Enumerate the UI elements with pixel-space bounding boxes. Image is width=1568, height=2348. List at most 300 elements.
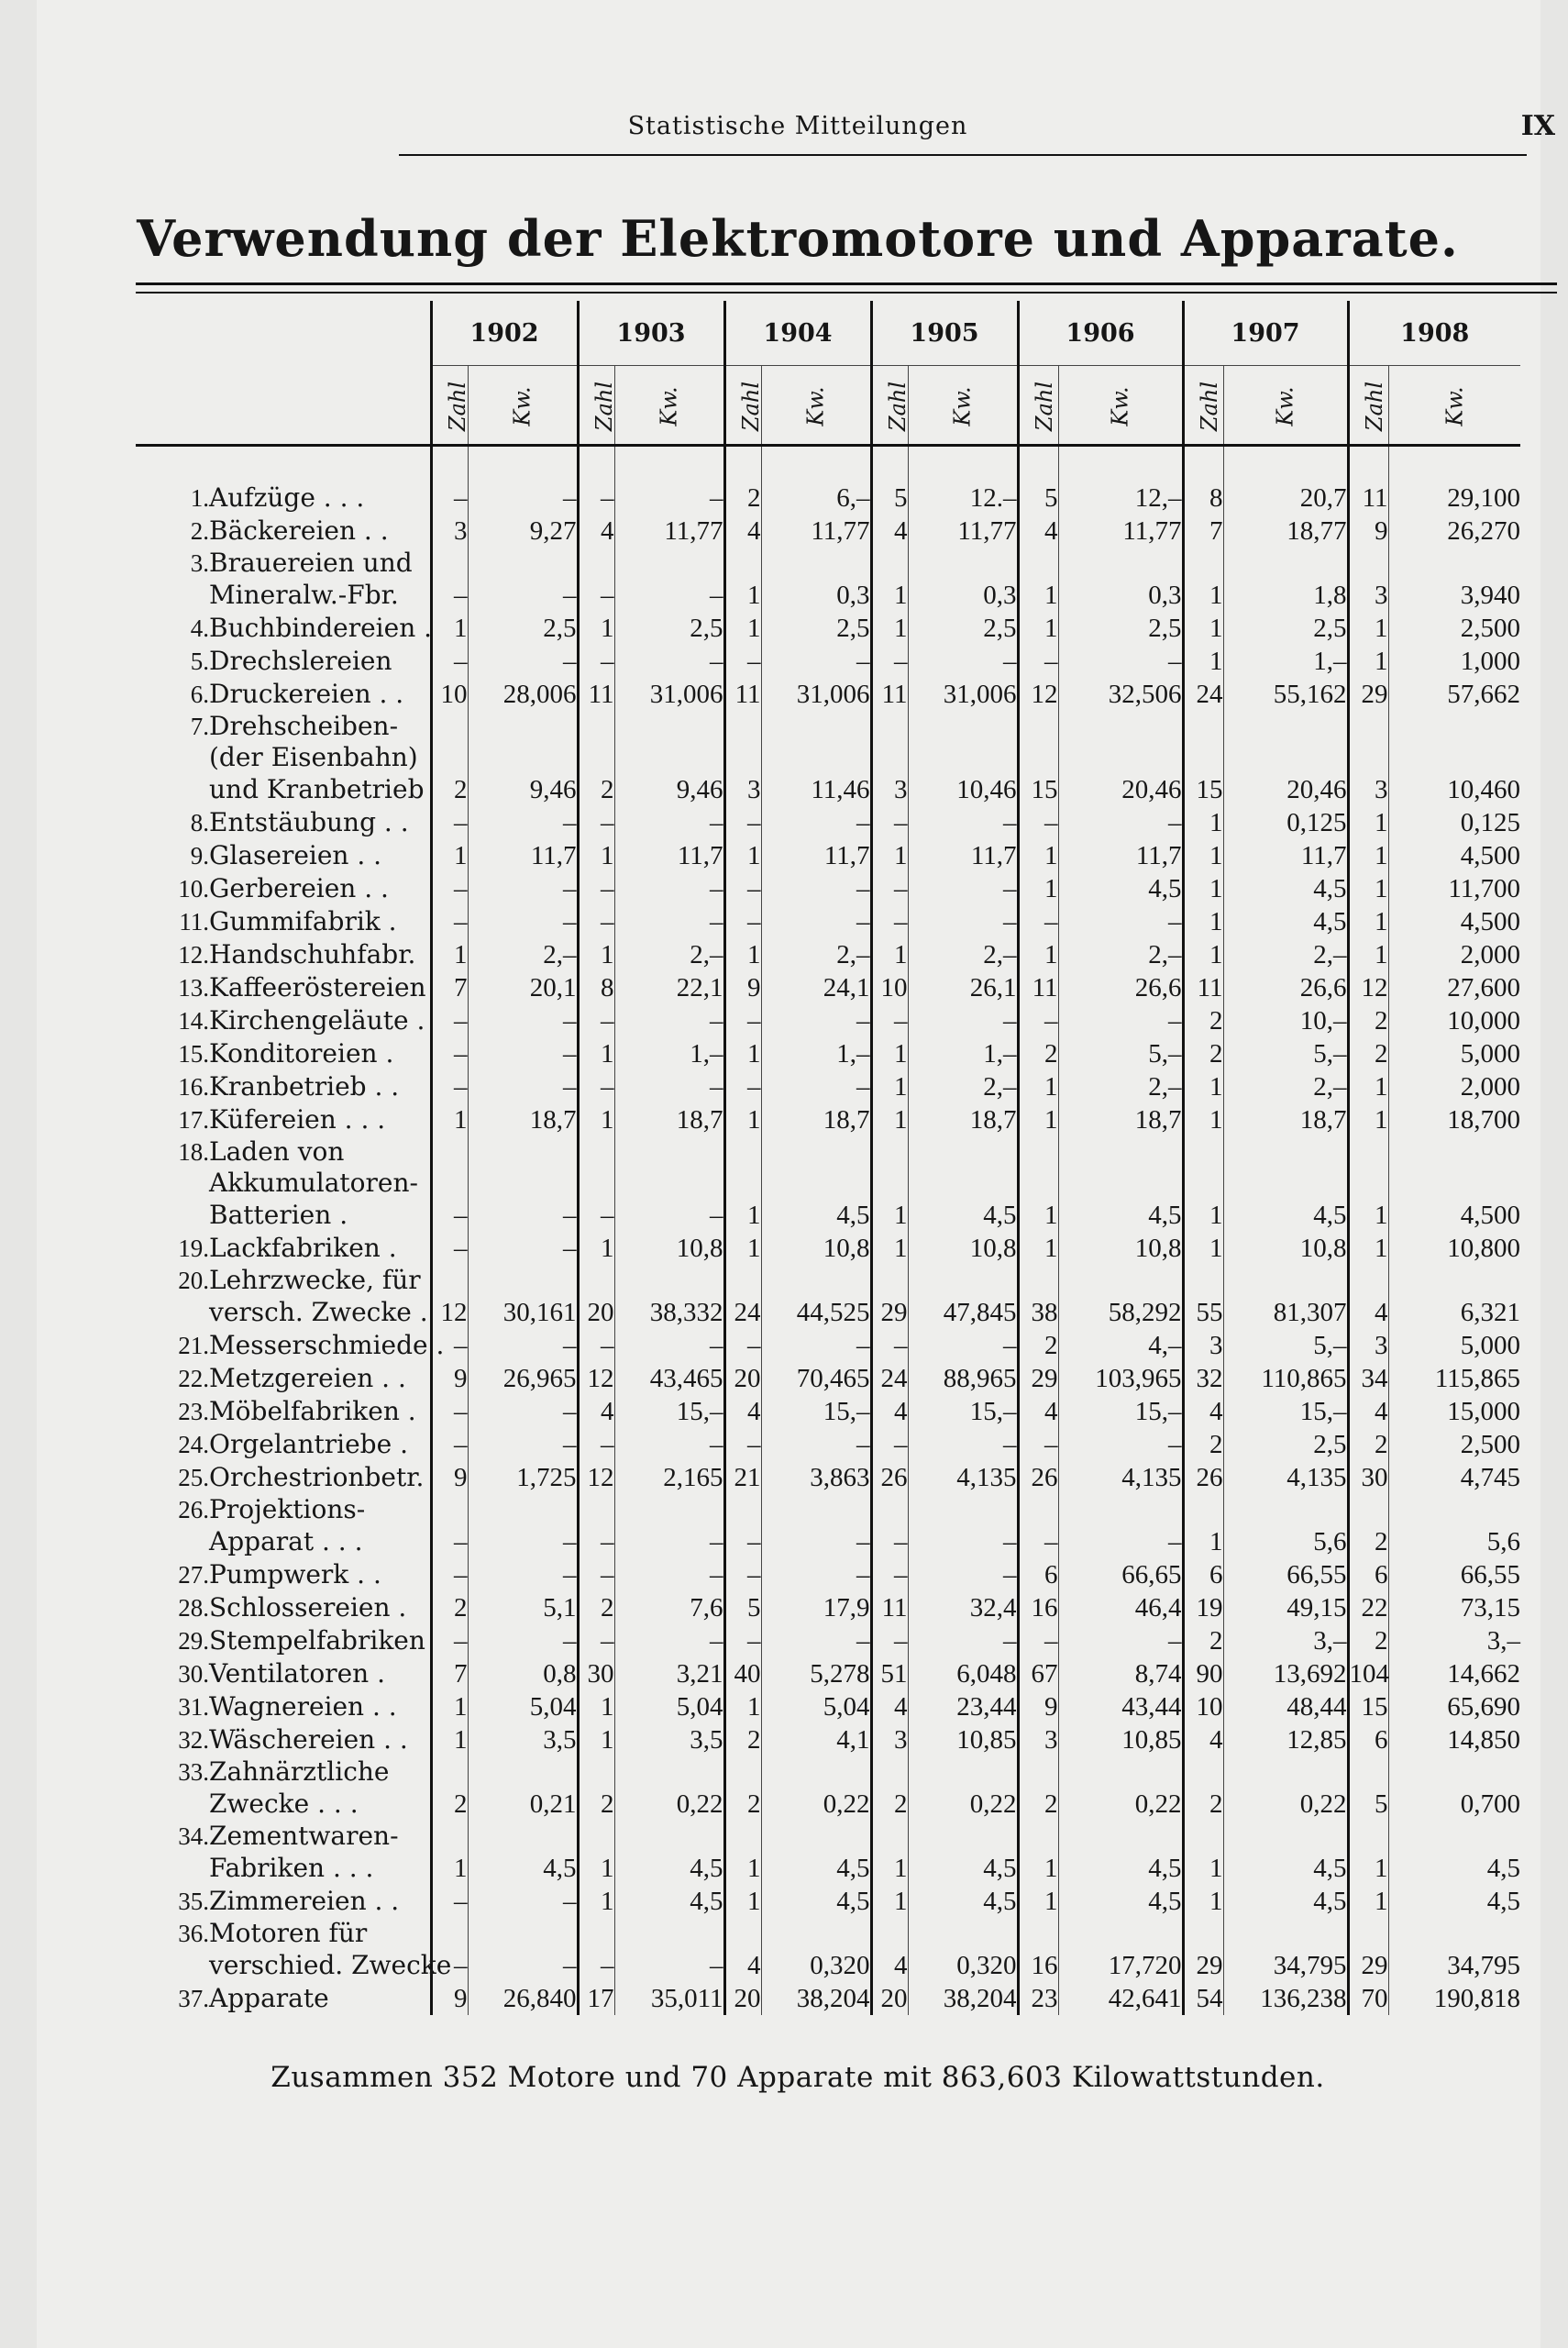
kw-cell — [1223, 1265, 1348, 1296]
count-cell: 26 — [871, 1461, 908, 1494]
count-cell: 1 — [1183, 612, 1223, 645]
count-cell — [431, 1918, 468, 1949]
statistics-table — [136, 301, 1520, 2015]
row-number: 4. — [190, 615, 209, 642]
count-cell: – — [578, 905, 614, 938]
count-cell: 3 — [724, 773, 761, 806]
row-number: 20. — [178, 1267, 209, 1294]
kw-cell — [468, 711, 578, 742]
kw-cell — [761, 1265, 871, 1296]
kw-label: Kw. — [949, 386, 976, 426]
count-cell — [871, 1265, 908, 1296]
count-cell: – — [431, 645, 468, 678]
count-cell: 1 — [578, 612, 614, 645]
count-cell: – — [1018, 806, 1058, 839]
count-cell — [578, 1756, 614, 1788]
count-cell: – — [578, 1558, 614, 1591]
count-cell: 1 — [1183, 806, 1223, 839]
kw-cell: 38,204 — [908, 1982, 1018, 2015]
count-cell: – — [431, 806, 468, 839]
count-cell: 4 — [1183, 1395, 1223, 1428]
count-cell: 2 — [724, 1788, 761, 1821]
count-cell: – — [1018, 905, 1058, 938]
kw-cell: 4,5 — [1223, 905, 1348, 938]
kw-cell: 11,7 — [908, 839, 1018, 872]
category-label: Zimmereien . . — [209, 1886, 400, 1916]
kw-cell: 0,22 — [1058, 1788, 1183, 1821]
row-number: 6. — [190, 681, 209, 708]
row-number: 29. — [178, 1627, 209, 1655]
row-number: 13. — [178, 974, 209, 1002]
kw-cell: – — [468, 872, 578, 905]
kw-cell — [1058, 1136, 1183, 1168]
table-row — [136, 806, 1520, 839]
year-header: 1906 — [1018, 301, 1183, 366]
count-cell: – — [578, 645, 614, 678]
kw-label: Kw. — [1272, 386, 1298, 426]
count-cell: 1 — [1183, 1525, 1223, 1558]
row-number: 7. — [190, 713, 209, 740]
count-cell — [1183, 548, 1223, 579]
kw-cell: 43,44 — [1058, 1690, 1183, 1723]
count-cell: – — [578, 806, 614, 839]
count-cell: 10 — [1183, 1690, 1223, 1723]
kw-cell: 5,6 — [1388, 1525, 1520, 1558]
count-cell — [1018, 1494, 1058, 1525]
count-cell: 1 — [871, 1070, 908, 1103]
count-label: Zahl — [1361, 381, 1387, 432]
count-cell — [578, 711, 614, 742]
count-cell — [724, 1756, 761, 1788]
count-cell: 1 — [431, 612, 468, 645]
row-number: 17. — [178, 1106, 209, 1134]
count-cell: 1 — [1183, 645, 1223, 678]
row-number-empty — [136, 773, 209, 806]
count-cell — [1183, 1136, 1223, 1168]
count-cell — [871, 1494, 908, 1525]
category-label: Buchbindereien . — [209, 613, 433, 643]
count-cell: 1 — [1348, 1852, 1388, 1885]
kw-cell: 4,5 — [908, 1199, 1018, 1232]
kw-cell: 2,5 — [1223, 612, 1348, 645]
kw-cell: 26,1 — [908, 971, 1018, 1004]
count-cell: 1 — [1183, 1199, 1223, 1232]
count-label: Zahl — [1196, 381, 1222, 432]
kw-cell: – — [908, 645, 1018, 678]
count-cell — [431, 1494, 468, 1525]
kw-cell: 5,– — [1223, 1037, 1348, 1070]
row-number: 18. — [178, 1138, 209, 1166]
count-cell: – — [578, 1199, 614, 1232]
kw-cell: 2,000 — [1388, 1070, 1520, 1103]
count-cell — [1183, 742, 1223, 773]
count-cell: 9 — [724, 971, 761, 1004]
count-cell: – — [871, 1428, 908, 1461]
kw-cell: 2,5 — [1223, 1428, 1348, 1461]
count-cell — [431, 711, 468, 742]
kw-cell: 18,700 — [1388, 1103, 1520, 1136]
count-cell — [1348, 1168, 1388, 1199]
count-cell: – — [431, 482, 468, 515]
count-cell: 9 — [1348, 515, 1388, 548]
kw-cell: 9,27 — [468, 515, 578, 548]
table-row — [136, 1788, 1520, 1821]
kw-cell — [468, 1136, 578, 1168]
count-cell: 1 — [724, 1885, 761, 1918]
kw-cell: – — [468, 1428, 578, 1461]
table-row — [136, 1657, 1520, 1690]
kw-cell — [614, 1168, 724, 1199]
count-cell: 3 — [1348, 773, 1388, 806]
category-label: Zwecke . . . — [209, 1789, 359, 1819]
kw-cell — [908, 1265, 1018, 1296]
kw-cell: 88,965 — [908, 1362, 1018, 1395]
kw-cell: 18,77 — [1223, 515, 1348, 548]
kw-cell — [1223, 742, 1348, 773]
count-cell — [871, 1168, 908, 1199]
count-cell — [1018, 711, 1058, 742]
count-cell: 1 — [578, 938, 614, 971]
count-cell — [724, 1168, 761, 1199]
table-row-continuation — [136, 1168, 1520, 1199]
kw-cell: 18,7 — [614, 1103, 724, 1136]
kw-cell: 1,– — [908, 1037, 1018, 1070]
count-cell: 1 — [1018, 938, 1058, 971]
count-cell: 1 — [578, 1232, 614, 1265]
kw-cell: 3,863 — [761, 1461, 871, 1494]
count-cell: 3 — [1348, 1329, 1388, 1362]
table-row — [136, 1395, 1520, 1428]
row-number-empty — [136, 579, 209, 612]
count-cell: 11 — [1183, 971, 1223, 1004]
count-cell: – — [871, 806, 908, 839]
count-cell: 1 — [578, 1690, 614, 1723]
count-cell — [724, 1821, 761, 1852]
table-row-continuation — [136, 1494, 1520, 1525]
kw-cell: 0,125 — [1388, 806, 1520, 839]
table-row — [136, 1037, 1520, 1070]
kw-cell — [468, 1821, 578, 1852]
count-cell: 1 — [1018, 1103, 1058, 1136]
count-cell: – — [724, 905, 761, 938]
count-cell — [871, 1918, 908, 1949]
row-number: 21. — [178, 1332, 209, 1359]
kw-cell: 0,125 — [1223, 806, 1348, 839]
kw-cell — [1388, 548, 1520, 579]
table-top-rule — [136, 282, 1557, 285]
count-cell: 7 — [1183, 515, 1223, 548]
count-cell: – — [431, 905, 468, 938]
table-row — [136, 515, 1520, 548]
kw-cell: 10,8 — [761, 1232, 871, 1265]
count-cell — [1348, 548, 1388, 579]
kw-cell: – — [614, 1624, 724, 1657]
kw-cell: 4,5 — [1058, 1885, 1183, 1918]
count-cell: – — [724, 1428, 761, 1461]
kw-cell: 4,5 — [761, 1852, 871, 1885]
count-cell: 1 — [1348, 1232, 1388, 1265]
kw-cell: 0,22 — [614, 1788, 724, 1821]
kw-cell: 3,5 — [468, 1723, 578, 1756]
kw-cell: 2,500 — [1388, 1428, 1520, 1461]
header-rule — [399, 154, 1527, 156]
count-cell: – — [578, 1070, 614, 1103]
kw-cell: 10,460 — [1388, 773, 1520, 806]
row-number-empty — [136, 1852, 209, 1885]
table-row — [136, 1070, 1520, 1103]
kw-cell: 2,– — [1058, 1070, 1183, 1103]
kw-cell: 2,165 — [614, 1461, 724, 1494]
table-row-continuation — [136, 1918, 1520, 1949]
count-cell: 4 — [871, 1395, 908, 1428]
row-number: 5. — [190, 648, 209, 675]
kw-cell — [761, 711, 871, 742]
category-label: Gerbereien . . — [209, 873, 389, 903]
kw-cell: 2,– — [908, 938, 1018, 971]
count-cell: 1 — [724, 1232, 761, 1265]
count-cell: 4 — [871, 515, 908, 548]
kw-cell: – — [761, 1525, 871, 1558]
count-cell: 1 — [431, 839, 468, 872]
table-row-continuation — [136, 1821, 1520, 1852]
category-label: Zementwaren- — [209, 1821, 399, 1851]
table-row — [136, 1362, 1520, 1395]
count-cell: 12 — [578, 1362, 614, 1395]
count-cell: 2 — [1183, 1428, 1223, 1461]
kw-cell: 4,5 — [1388, 1852, 1520, 1885]
kw-cell: 38,332 — [614, 1296, 724, 1329]
count-cell: – — [578, 1329, 614, 1362]
table-row — [136, 905, 1520, 938]
count-cell: – — [724, 1558, 761, 1591]
count-cell — [1018, 1136, 1058, 1168]
count-cell: 1 — [431, 1690, 468, 1723]
kw-cell: 38,204 — [761, 1982, 871, 2015]
count-cell — [578, 1494, 614, 1525]
category-label: Druckereien . . — [209, 679, 404, 709]
count-cell — [578, 1265, 614, 1296]
kw-cell: 31,006 — [908, 678, 1018, 711]
count-cell: – — [431, 1428, 468, 1461]
kw-cell: 65,690 — [1388, 1690, 1520, 1723]
count-cell — [1183, 1821, 1223, 1852]
category-label: Drehscheiben- — [209, 711, 399, 741]
kw-cell — [614, 711, 724, 742]
row-number: 32. — [178, 1726, 209, 1754]
kw-cell: 14,662 — [1388, 1657, 1520, 1690]
kw-cell: – — [614, 1070, 724, 1103]
category-label: Lehrzwecke, für — [209, 1265, 421, 1295]
kw-cell: 26,6 — [1058, 971, 1183, 1004]
kw-cell: – — [614, 1329, 724, 1362]
kw-cell: 136,238 — [1223, 1982, 1348, 2015]
kw-cell: 34,795 — [1223, 1949, 1348, 1982]
category-label: Akkumulatoren- — [209, 1168, 418, 1198]
kw-cell: 46,4 — [1058, 1591, 1183, 1624]
kw-cell: 4,5 — [908, 1852, 1018, 1885]
count-cell: – — [1018, 1004, 1058, 1037]
kw-cell: 4,5 — [1223, 1852, 1348, 1885]
count-cell: 1 — [1018, 579, 1058, 612]
count-cell: 1 — [431, 1103, 468, 1136]
kw-cell — [468, 1918, 578, 1949]
count-cell — [578, 742, 614, 773]
kw-cell: 3,– — [1223, 1624, 1348, 1657]
kw-cell: 18,7 — [761, 1103, 871, 1136]
count-cell — [1018, 548, 1058, 579]
count-cell: – — [431, 1004, 468, 1037]
row-number: 9. — [190, 842, 209, 869]
row-number: 28. — [178, 1594, 209, 1622]
count-cell: 11 — [578, 678, 614, 711]
count-label: Zahl — [591, 381, 617, 432]
count-cell: – — [871, 905, 908, 938]
kw-cell: 2,– — [614, 938, 724, 971]
category-label: Stempelfabriken — [209, 1625, 425, 1656]
count-cell: – — [724, 1004, 761, 1037]
count-cell: 4 — [724, 515, 761, 548]
count-cell: 5 — [1018, 482, 1058, 515]
count-cell: 22 — [1348, 1591, 1388, 1624]
kw-cell: 4,5 — [1058, 1199, 1183, 1232]
kw-cell: 42,641 — [1058, 1982, 1183, 2015]
table-row — [136, 971, 1520, 1004]
kw-cell: 11,77 — [1058, 515, 1183, 548]
count-cell: – — [871, 1525, 908, 1558]
count-cell — [1183, 1168, 1223, 1199]
kw-cell: – — [761, 806, 871, 839]
count-cell: – — [578, 1004, 614, 1037]
count-cell: 2 — [1183, 1037, 1223, 1070]
kw-cell: 5,6 — [1223, 1525, 1348, 1558]
count-cell — [578, 1918, 614, 1949]
kw-cell — [761, 1168, 871, 1199]
kw-cell: 103,965 — [1058, 1362, 1183, 1395]
kw-cell: 6,– — [761, 482, 871, 515]
kw-cell: 4,5 — [761, 1199, 871, 1232]
kw-cell: – — [908, 1428, 1018, 1461]
category-label: Kaffeeröstereien — [209, 972, 426, 1002]
kw-cell — [1058, 1821, 1183, 1852]
kw-cell — [1223, 1821, 1348, 1852]
kw-cell: 10,000 — [1388, 1004, 1520, 1037]
count-cell: 7 — [431, 971, 468, 1004]
count-cell: 8 — [1183, 482, 1223, 515]
count-cell: 2 — [724, 1723, 761, 1756]
kw-cell — [761, 1136, 871, 1168]
count-cell: 90 — [1183, 1657, 1223, 1690]
kw-cell: 26,6 — [1223, 971, 1348, 1004]
kw-cell: 4,5 — [1223, 1199, 1348, 1232]
kw-cell: – — [468, 1949, 578, 1982]
count-cell: 2 — [1348, 1037, 1388, 1070]
kw-cell: 4,5 — [1388, 1885, 1520, 1918]
kw-cell: 12,– — [1058, 482, 1183, 515]
kw-cell: 23,44 — [908, 1690, 1018, 1723]
category-label: Zahnärztliche — [209, 1756, 390, 1787]
kw-cell: – — [468, 1558, 578, 1591]
count-cell: 1 — [724, 612, 761, 645]
table-row — [136, 1690, 1520, 1723]
kw-cell — [614, 1494, 724, 1525]
kw-cell: 4,745 — [1388, 1461, 1520, 1494]
row-number-empty — [136, 1296, 209, 1329]
count-cell: 5 — [724, 1591, 761, 1624]
count-cell: 1 — [1183, 872, 1223, 905]
kw-cell: – — [468, 1199, 578, 1232]
count-cell — [578, 1821, 614, 1852]
count-cell: – — [431, 1525, 468, 1558]
kw-label: Kw. — [1441, 386, 1468, 426]
kw-cell: 66,55 — [1388, 1558, 1520, 1591]
count-cell: 1 — [1018, 872, 1058, 905]
count-cell — [578, 1136, 614, 1168]
kw-cell: – — [1058, 1428, 1183, 1461]
count-cell: 4 — [578, 1395, 614, 1428]
count-cell: 70 — [1348, 1982, 1388, 2015]
kw-cell: – — [614, 905, 724, 938]
row-number: 30. — [178, 1660, 209, 1688]
row-number: 3. — [190, 549, 209, 577]
row-number: 36. — [178, 1920, 209, 1947]
count-cell — [1348, 1265, 1388, 1296]
table-row — [136, 482, 1520, 515]
sub-header-row — [136, 366, 1520, 446]
count-cell: – — [1018, 1428, 1058, 1461]
kw-cell: 47,845 — [908, 1296, 1018, 1329]
kw-cell: 5,04 — [614, 1690, 724, 1723]
count-cell: 30 — [578, 1657, 614, 1690]
kw-cell: 26,840 — [468, 1982, 578, 2015]
count-cell: 104 — [1349, 1659, 1389, 1689]
spacer-row — [136, 446, 1520, 482]
kw-cell — [761, 1494, 871, 1525]
kw-cell: 18,7 — [468, 1103, 578, 1136]
kw-cell: 2,– — [1223, 1070, 1348, 1103]
count-cell: 12 — [578, 1461, 614, 1494]
count-cell — [724, 1918, 761, 1949]
kw-cell: 0,22 — [761, 1788, 871, 1821]
count-cell: 1 — [1348, 872, 1388, 905]
kw-cell: – — [761, 1428, 871, 1461]
table-row — [136, 1428, 1520, 1461]
kw-cell: 43,465 — [614, 1362, 724, 1395]
kw-cell: – — [761, 645, 871, 678]
count-cell: 1 — [578, 1885, 614, 1918]
count-cell: 1 — [1348, 1103, 1388, 1136]
count-cell: 10 — [871, 971, 908, 1004]
category-label: Handschuhfabr. — [209, 939, 416, 969]
count-cell — [871, 742, 908, 773]
category-label: Mineralw.-Fbr. — [209, 580, 399, 610]
kw-cell — [1388, 1265, 1520, 1296]
count-cell — [1348, 1136, 1388, 1168]
kw-cell: 20,46 — [1058, 773, 1183, 806]
count-cell: 20 — [871, 1982, 908, 2015]
count-cell: 1 — [578, 839, 614, 872]
kw-cell: 2,500 — [1388, 612, 1520, 645]
count-cell: 30 — [1348, 1461, 1388, 1494]
count-cell: 1 — [724, 1103, 761, 1136]
kw-cell: 20,46 — [1223, 773, 1348, 806]
count-label: Zahl — [884, 381, 911, 432]
count-cell — [1348, 742, 1388, 773]
kw-column-header — [468, 366, 578, 446]
kw-cell: 11,77 — [761, 515, 871, 548]
count-label: Zahl — [737, 381, 764, 432]
kw-cell — [614, 1756, 724, 1788]
count-column-header — [431, 366, 468, 446]
